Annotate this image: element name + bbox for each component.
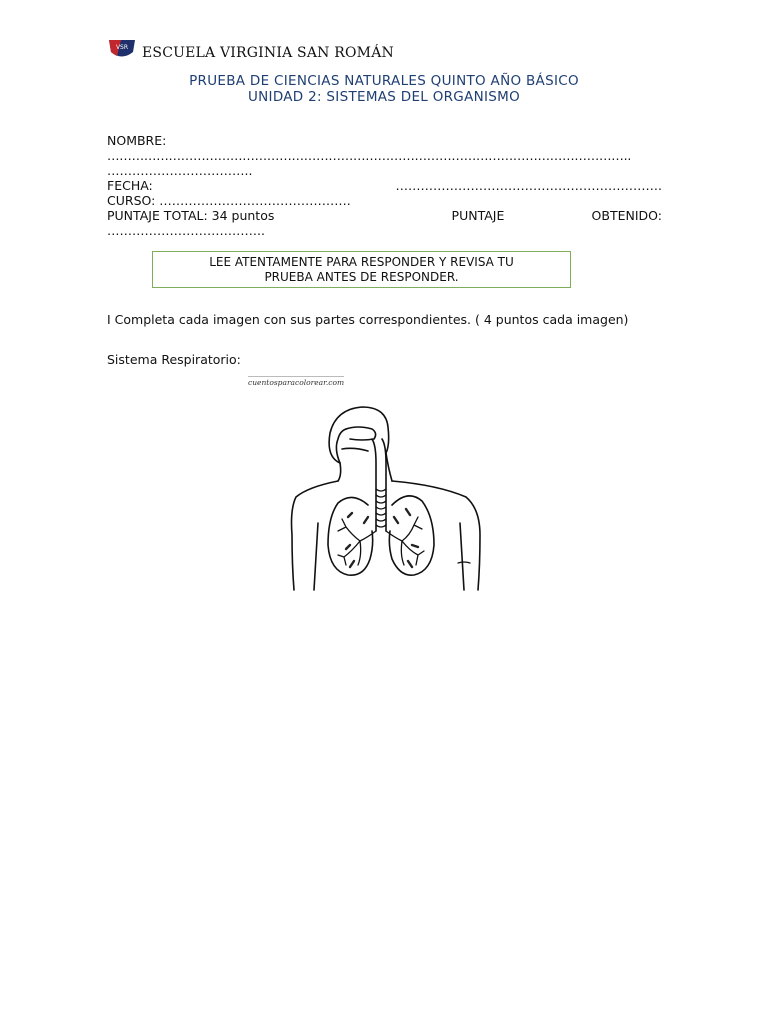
neck-right — [386, 453, 392, 481]
nombre-answer-line-2[interactable]: …………………………….. — [107, 163, 253, 178]
fecha-row — [107, 178, 662, 193]
neck-left — [338, 463, 341, 481]
puntaje-total: PUNTAJE TOTAL: 34 puntos — [107, 208, 275, 223]
fecha-answer-line[interactable]: ………………………………………………………. — [395, 178, 662, 193]
instructions-line-2: PRUEBA ANTES DE RESPONDER. — [264, 270, 459, 284]
section-instruction: I Completa cada imagen con sus partes correspondientes. ( 4 puntos cada imagen) — [107, 312, 629, 327]
puntaje-answer-line[interactable]: ……………………………….. — [107, 223, 265, 238]
left-lung — [328, 497, 373, 575]
puntaje-row — [107, 208, 662, 223]
bronchi — [338, 517, 424, 565]
face-outline — [336, 429, 346, 463]
exam-title: PRUEBA DE CIENCIAS NATURALES QUINTO AÑO BÁSICO — [189, 73, 579, 89]
nombre-answer-line[interactable]: ……………………………………………………………………………………………………………….. — [107, 148, 632, 163]
arm-fold-right — [458, 562, 470, 563]
puntaje-label: PUNTAJE — [451, 208, 505, 223]
instructions-line-1: LEE ATENTAMENTE PARA RESPONDER Y REVISA TU — [209, 255, 514, 269]
trachea-rings — [376, 489, 386, 527]
right-lung — [389, 496, 434, 575]
fecha-label: FECHA: — [107, 178, 153, 193]
image-credit: cuentosparacolorear.com — [248, 378, 345, 387]
curso-row[interactable]: CURSO: ………………………………………. — [107, 193, 351, 208]
nombre-label: NOMBRE: — [107, 133, 167, 148]
respiratory-system-diagram — [288, 405, 484, 595]
instructions-box — [152, 251, 571, 288]
head-outline — [329, 407, 389, 463]
nasal-cavity — [346, 427, 376, 440]
mouth — [342, 448, 368, 451]
obtenido-label: OBTENIDO: — [591, 208, 662, 223]
exam-unit: UNIDAD 2: SISTEMAS DEL ORGANISMO — [247, 89, 521, 105]
section-subtitle: Sistema Respiratorio: — [107, 352, 241, 367]
school-logo — [107, 38, 137, 62]
trachea — [372, 439, 386, 531]
svg-text:VSR: VSR — [115, 44, 129, 51]
school-name: ESCUELA VIRGINIA SAN ROMÁN — [142, 45, 394, 61]
